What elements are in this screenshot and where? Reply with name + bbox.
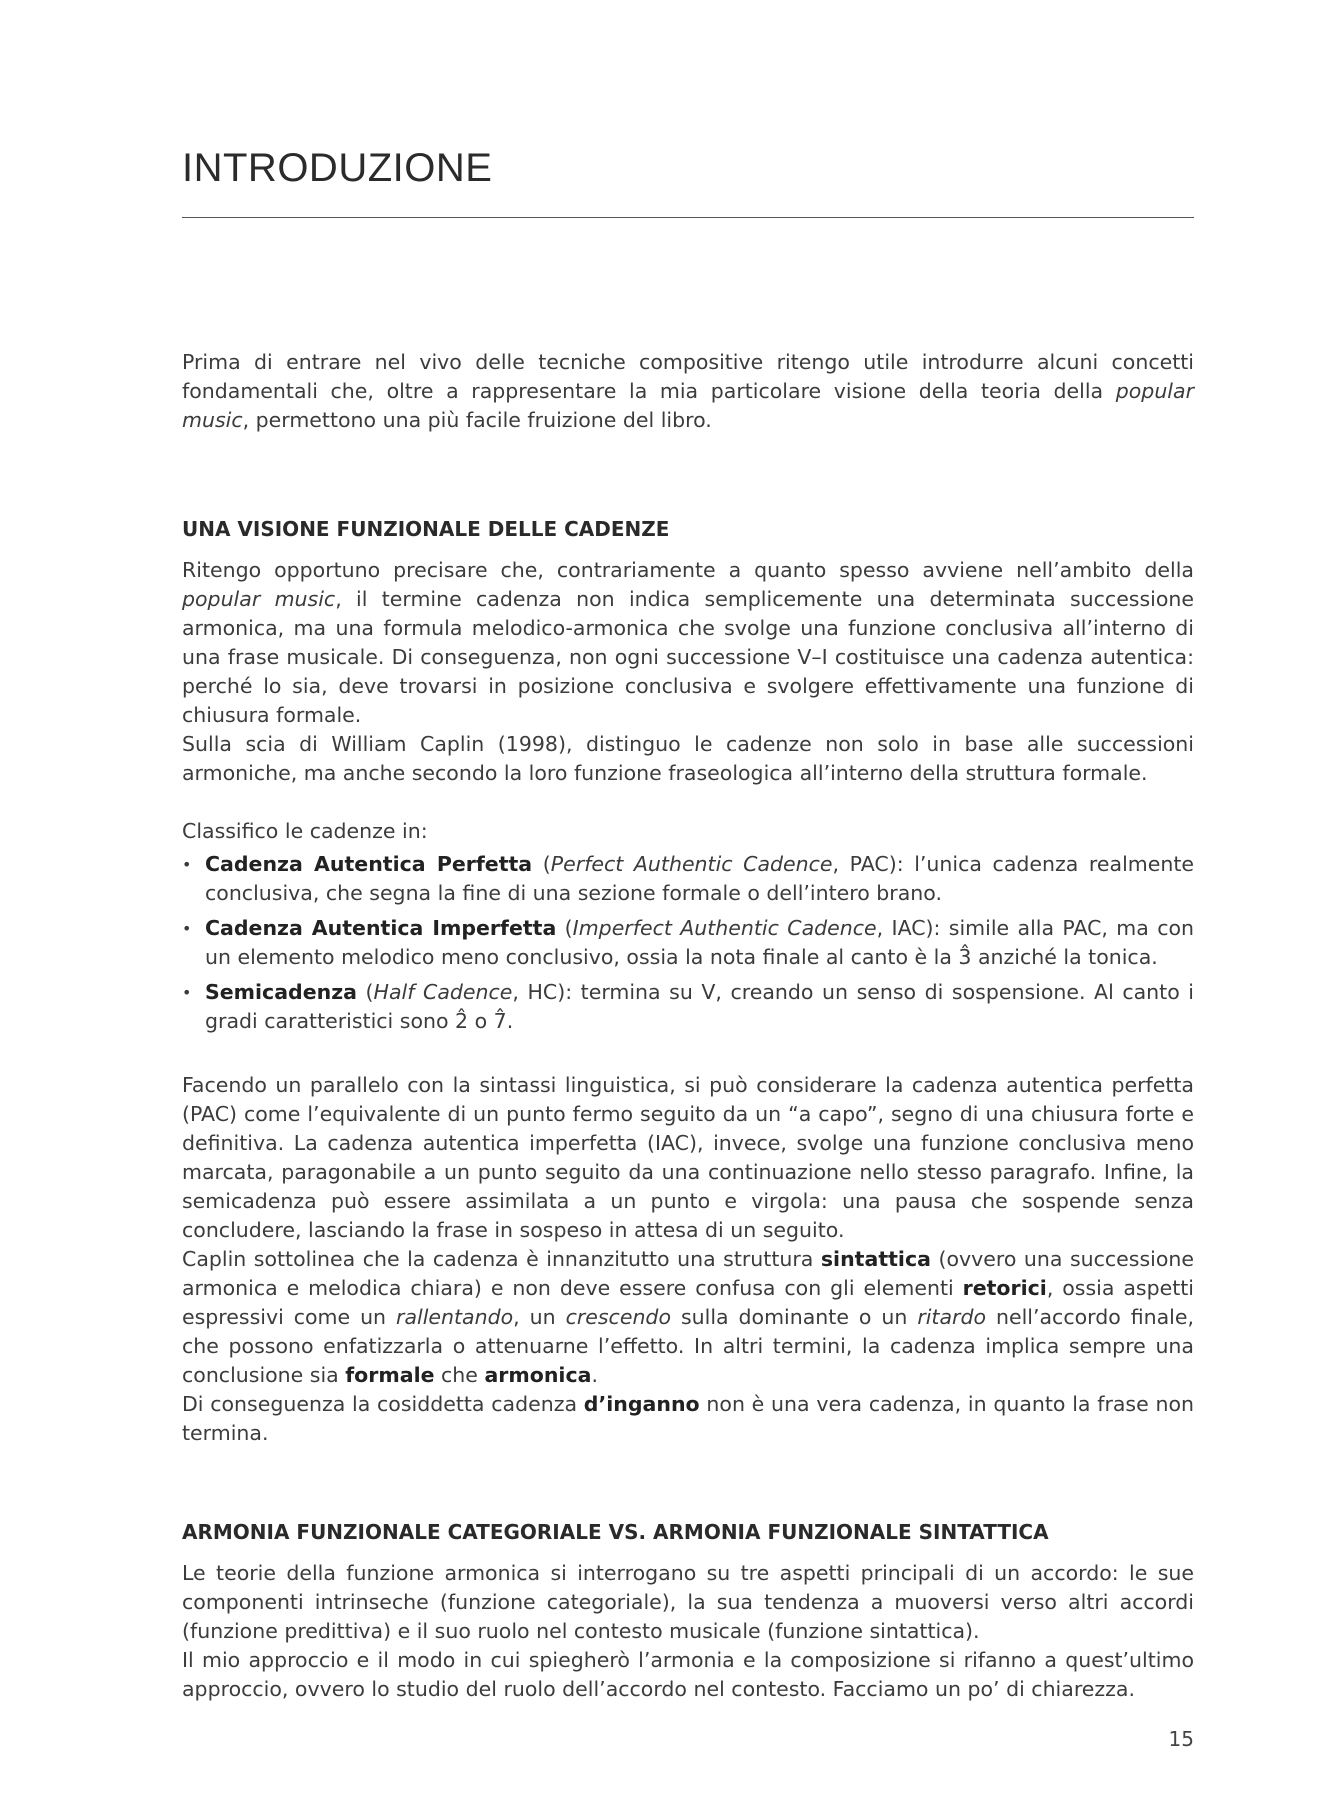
- text-run: non è una vera cadenza, in quanto la frase non termina.: [182, 1392, 1195, 1445]
- cadenze-paragraph-2: Sulla scia di William Caplin (1998), distinguo le cadenze non solo in base alle successioni armoniche, ma anche secondo la loro funzione fraseologica all’interno della struttura formale.: [182, 732, 1194, 785]
- list-item-english-term: Imperfect Authentic Cadence: [572, 916, 877, 940]
- cadenze-paragraph-4: [182, 1245, 1194, 1390]
- text-run: , un: [513, 1305, 566, 1329]
- text-run: .: [591, 1363, 598, 1387]
- list-item-term: Semicadenza: [205, 980, 357, 1004]
- text-run: che: [434, 1363, 485, 1387]
- bold-term: retorici: [962, 1276, 1047, 1300]
- list-item: [182, 850, 1194, 908]
- bold-term: armonica: [484, 1363, 592, 1387]
- page-content: [182, 348, 1194, 1704]
- list-item-english-term: Half Cadence: [373, 980, 513, 1004]
- italic-term: crescendo: [565, 1305, 671, 1329]
- text-run: , il termine cadenza non indica semplicemente una determinata successione armonica, ma una formula melodico-armonica che svolge una funzione conclusiva all’interno di una frase musicale. Di conseguenza, non ogni successione V–I costituisce una cadenza autentica: perché lo sia, deve trovarsi in posizione conclusiva e svolgere effettivamente una funzione di chiusura formale.: [182, 587, 1195, 727]
- text-run: , ossia aspetti espressivi come un: [182, 1276, 1194, 1329]
- spacer: [182, 788, 1194, 817]
- armonia-paragraph-1: Le teorie della funzione armonica si interrogano su tre aspetti principali di un accordo: le sue componenti intrinseche (funzione categoriale), la sua tendenza a muoversi verso altri accordi (funzione predittiva) e il suo ruolo nel contesto musicale (funzione sintattica).: [182, 1561, 1194, 1643]
- section-heading-cadenze: UNA VISIONE FUNZIONALE DELLE CADENZE: [182, 517, 670, 541]
- text-run: (ovvero una successione armonica e melodica chiara) e non deve essere confusa con gli elementi: [182, 1247, 1194, 1300]
- text-run: (: [532, 852, 551, 876]
- spacer: [182, 1042, 1194, 1071]
- cadenze-paragraph-3: Facendo un parallelo con la sintassi linguistica, si può considerare la cadenza autentica perfetta (PAC) come l’equivalente di un punto fermo seguito da un “a capo”, segno di una chiusura forte e definitiva. La cadenza autentica imperfetta (IAC), invece, svolge una funzione conclusiva meno marcata, paragonabile a un punto seguito da una continuazione nello stesso paragrafo. Infine, la semicadenza può essere assimilata a un punto e virgola: una pausa che sospende senza concludere, lasciando la frase in sospeso in attesa di un seguito.: [182, 1073, 1194, 1242]
- intro-emphasis: popular music: [182, 379, 1194, 432]
- bold-term: formale: [345, 1363, 435, 1387]
- bold-term: d’inganno: [583, 1392, 700, 1416]
- title-divider: [182, 217, 1194, 218]
- cadenze-paragraph-1: [182, 556, 1194, 730]
- list-item-english-term: Perfect Authentic Cadence: [550, 852, 833, 876]
- text-run: Di conseguenza la cosiddetta cadenza: [182, 1392, 584, 1416]
- text-run: (: [356, 980, 374, 1004]
- document-page: [182, 0, 1194, 1801]
- intro-text-1: Prima di entrare nel vivo delle tecniche compositive ritengo utile introdurre alcuni concetti fondamentali che, oltre a rappresentare la mia particolare visione della teoria della: [182, 350, 1194, 403]
- list-item-term: Cadenza Autentica Perfetta: [205, 852, 533, 876]
- list-item-description: , PAC): l’unica cadenza realmente conclusiva, che segna la fine di una sezione formale o dell’intero brano.: [205, 852, 1195, 905]
- list-intro: Classifico le cadenze in:: [182, 819, 428, 843]
- section-heading-armonia: ARMONIA FUNZIONALE CATEGORIALE VS. ARMONIA FUNZIONALE SINTATTICA: [182, 1520, 1049, 1544]
- section-armonia: [182, 1518, 1194, 1704]
- italic-term: rallentando: [396, 1305, 514, 1329]
- italic-term: ritardo: [917, 1305, 987, 1329]
- section-cadenze: [182, 515, 1194, 1448]
- page-number: 15: [1168, 1727, 1194, 1751]
- text-run: nell’accordo finale, che possono enfatizzarla o attenuarne l’effetto. In altri termini, la cadenza implica sempre una conclusione sia: [182, 1305, 1194, 1387]
- bold-term: sintattica: [820, 1247, 931, 1271]
- intro-paragraph: [182, 348, 1194, 435]
- emphasis-popular-music: popular music: [182, 587, 336, 611]
- list-item-term: Cadenza Autentica Imperfetta: [205, 916, 557, 940]
- list-item: [182, 914, 1194, 972]
- list-item-description: , HC): termina su V, creando un senso di sospensione. Al canto i gradi caratteristici sono 2̂ o 7̂.: [205, 980, 1194, 1033]
- text-run: Ritengo opportuno precisare che, contrariamente a quanto spesso avviene nell’ambito della: [182, 558, 1194, 582]
- list-item-description: , IAC): simile alla PAC, ma con un elemento melodico meno conclusivo, ossia la nota finale al canto è la 3̂ anziché la tonica.: [205, 916, 1195, 969]
- armonia-paragraph-2: Il mio approccio e il modo in cui spiegherò l’armonia e la composizione si rifanno a quest’ultimo approccio, ovvero lo studio del ruolo dell’accordo nel contesto. Facciamo un po’ di chiarezza.: [182, 1648, 1194, 1701]
- text-run: (: [556, 916, 573, 940]
- cadence-list: [182, 850, 1194, 1036]
- chapter-title: INTRODUZIONE: [182, 146, 493, 190]
- list-item: [182, 978, 1194, 1036]
- text-run: Caplin sottolinea che la cadenza è innanzitutto una struttura: [182, 1247, 821, 1271]
- intro-text-2: , permettono una più facile fruizione del libro.: [242, 408, 712, 432]
- cadenze-paragraph-5: [182, 1390, 1194, 1448]
- text-run: sulla dominante o un: [671, 1305, 918, 1329]
